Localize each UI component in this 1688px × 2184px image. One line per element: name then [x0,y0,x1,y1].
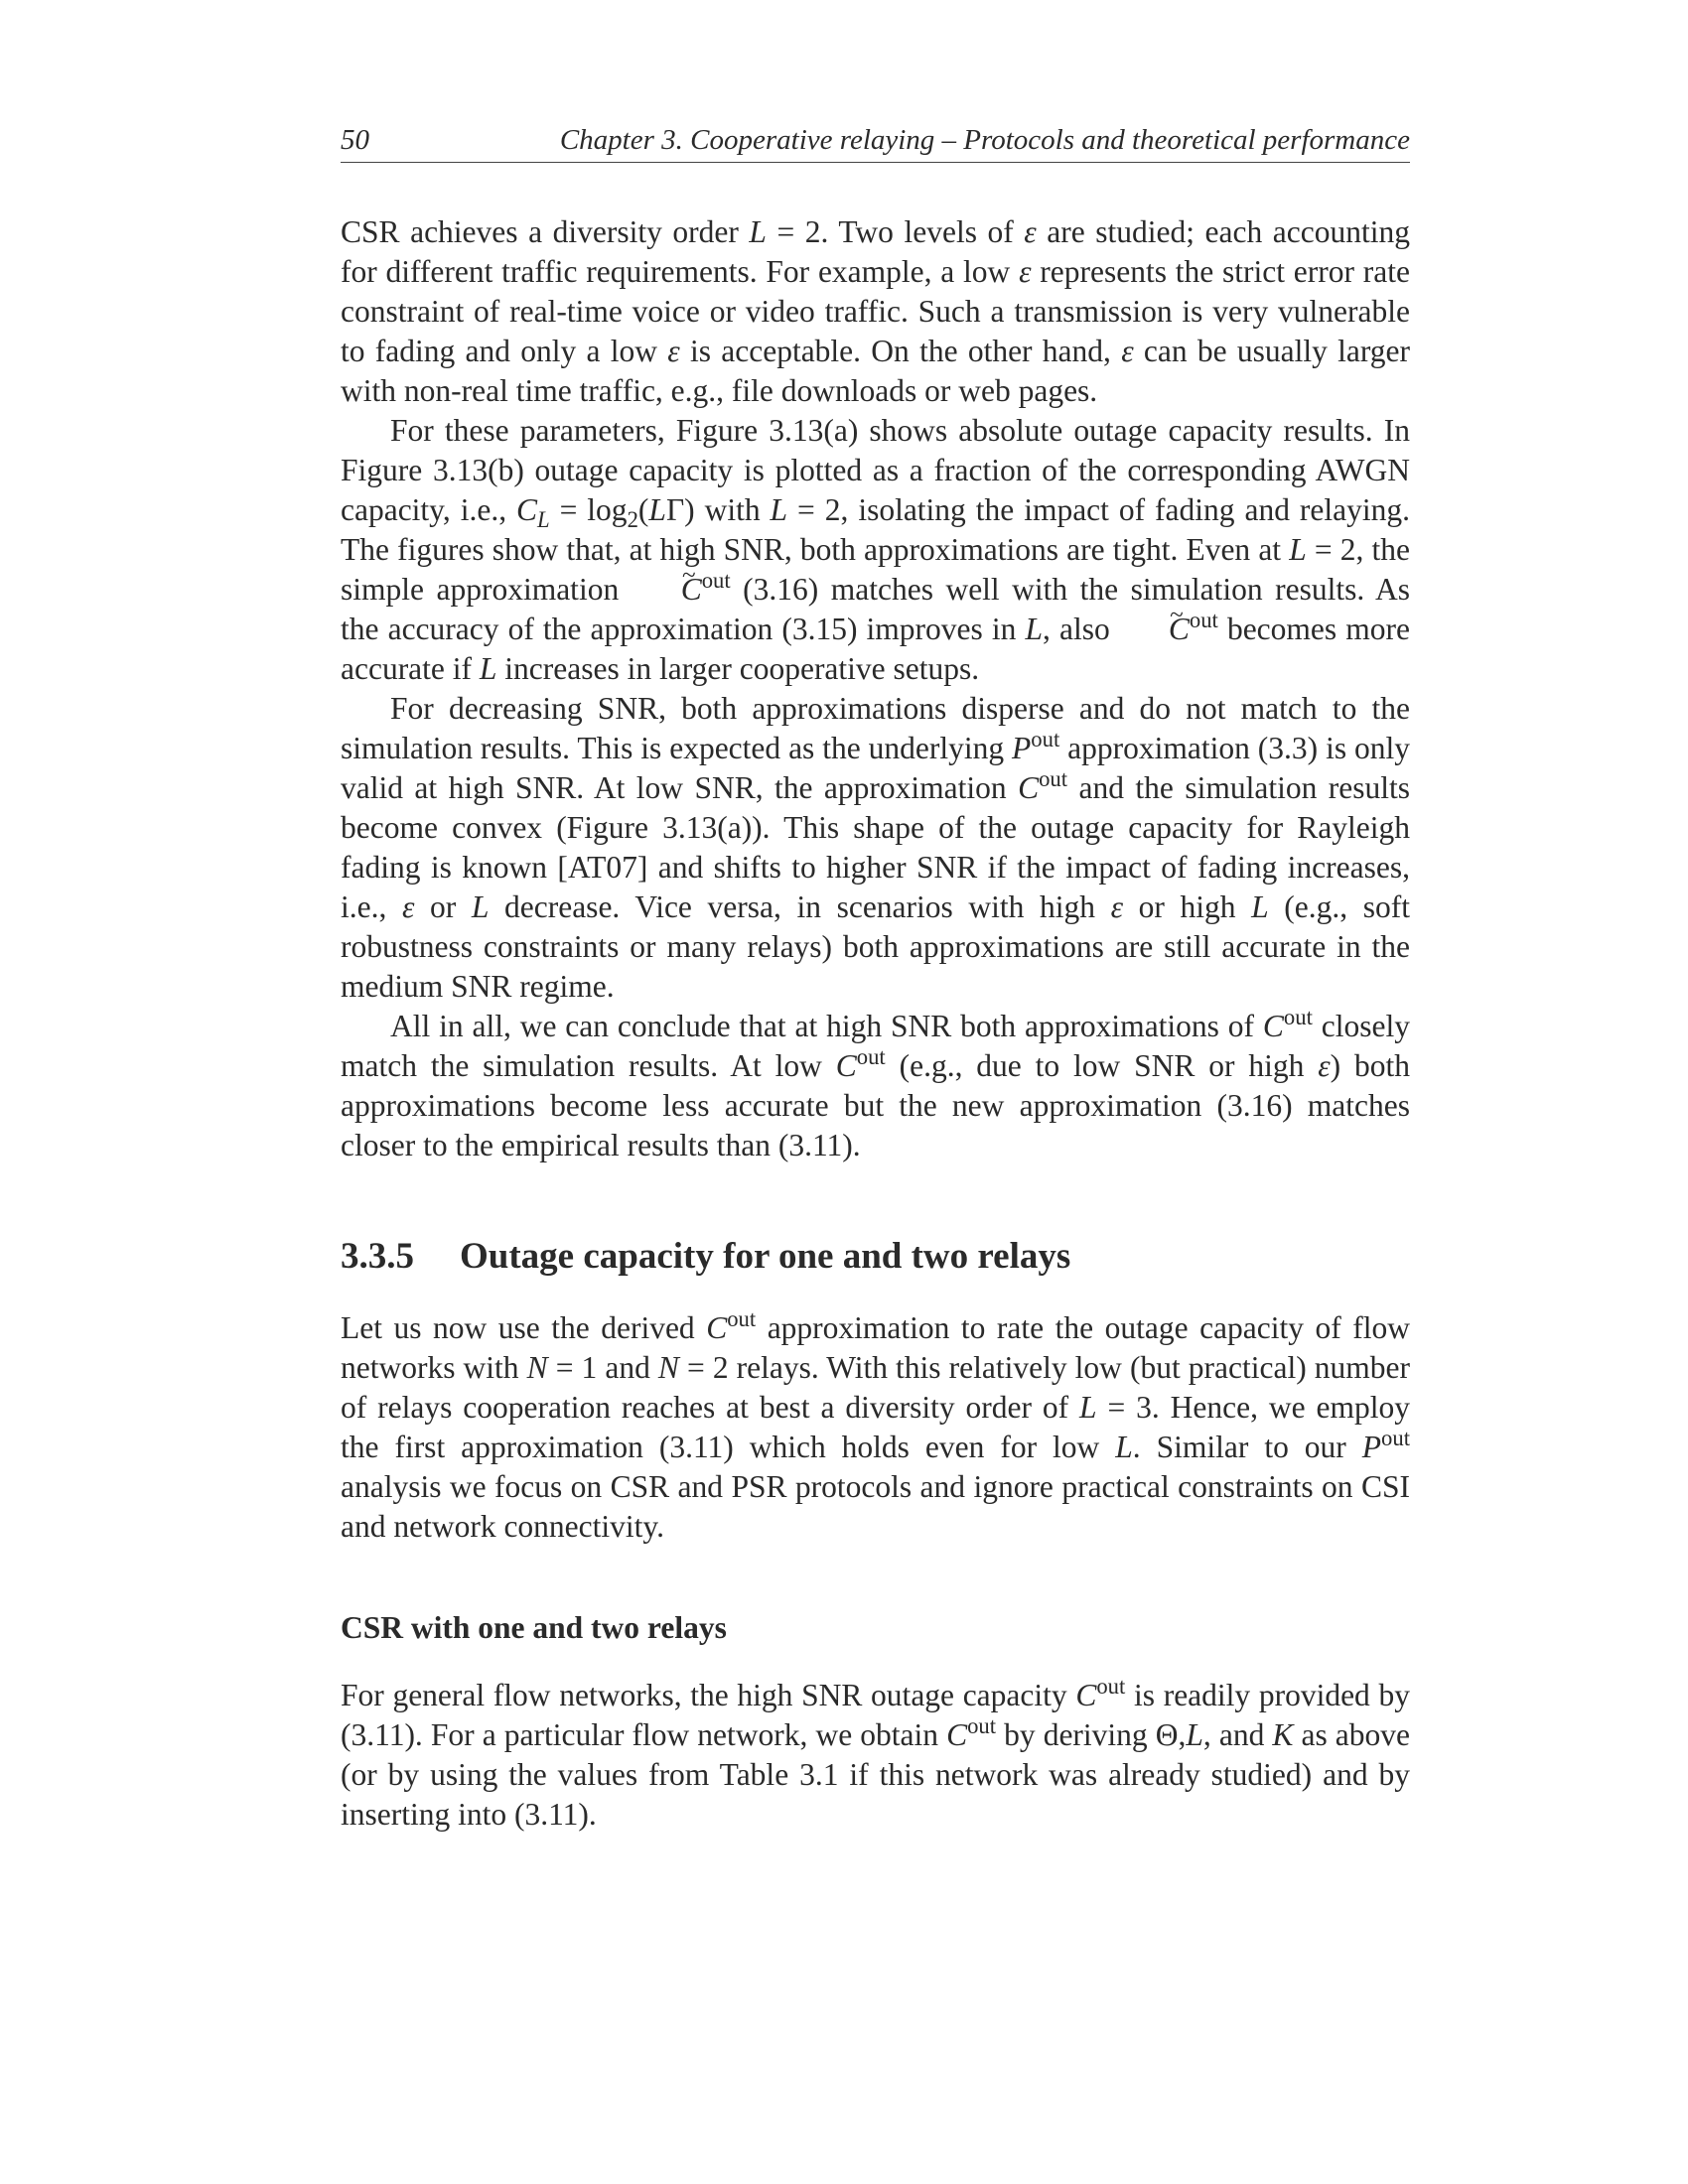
text-run: decrease. Vice versa, in scenarios with high [489,889,1111,924]
page [341,123,1410,1835]
math-var: N [526,1350,548,1385]
math-var: C [1075,1678,1097,1712]
section-number: 3.3.5 [341,1236,414,1277]
math-superscript: out [967,1712,997,1738]
math-var: ε [1121,334,1134,368]
text-run: are studied; each accounting for different traffic requirements. For example, a low [341,214,1410,289]
paragraph-4 [341,1004,1410,1165]
text-run: (e.g., soft robustness constraints or many relays) both approximations are still accurate in the medium SNR regime. [341,889,1411,1004]
text-run: For decreasing SNR, both approximations disperse and do not match to the simulation results. This is expected as the underlying [341,691,1410,765]
math-subscript: L [537,506,550,532]
text-run: , also [1043,612,1119,646]
math-var: ε [1110,889,1124,924]
math-var: L [1079,1390,1097,1425]
math-superscript: out [1096,1673,1126,1699]
text-run: becomes more accurate if [341,612,1410,686]
math-superscript: out [1039,765,1068,791]
text-run: All in all, we can conclude that at high SNR both approximations of [390,1009,1263,1043]
math-var: L [749,214,767,249]
math-var: P [1361,1430,1382,1464]
section-body [341,1305,1410,1547]
text-run: . Similar to our [1132,1430,1362,1464]
text-run: analysis we focus on CSR and PSR protocols and ignore practical constraints on CSI and network connectivity. [341,1469,1410,1544]
text-run: = 2, isolating the impact of fading and relaying. The figures show that, at high SNR, both approximations are tight. Even at [341,492,1410,567]
text-run: represents the strict error rate constraint of real-time voice or video traffic. Such a transmission is very vulnerable to fading and only a low [341,254,1410,368]
math-var: C [946,1717,968,1752]
math-superscript: out [701,567,731,593]
text-run: (3.16) matches well with the simulation results. As the accuracy of the approximation (3.15) improves in [341,572,1410,646]
math-var: ε [401,889,415,924]
text-run: Let us now use the derived [341,1310,707,1345]
text-run: For general flow networks, the high SNR outage capacity [341,1678,1076,1712]
math-var: P [1012,731,1032,765]
math-superscript: out [1283,1004,1313,1029]
paragraph-1 [341,212,1410,411]
text-run: ) both approximations become less accurate but the new approximation (3.16) matches closer to the empirical results than (3.11). [341,1048,1410,1162]
text-run: approximation (3.3) is only valid at high SNR. At low SNR, the approximation [341,731,1410,805]
text-run: increases in larger cooperative setups. [496,651,980,686]
subsection-heading: CSR with one and two relays [341,1610,727,1645]
math-var: C [1262,1009,1284,1043]
paragraph-5 [341,1305,1410,1547]
math-subscript: 2 [627,506,638,532]
math-superscript: out [1189,607,1218,632]
text-run: = log [549,492,628,527]
math-var: L [1115,1430,1133,1464]
text-run: = 2. Two levels of [766,214,1025,249]
math-var: L [770,492,788,527]
math-var: L [471,889,490,924]
text-run: or high [1123,889,1252,924]
math-var: L [1025,612,1044,646]
section-heading [341,1235,1410,1279]
math-var: C [516,492,538,527]
math-var: L [1186,1717,1203,1752]
text-run: can be usually larger with non-real time traffic, e.g., file downloads or web pages. [341,334,1410,408]
text-run: and the simulation results become convex (Figure 3.13(a)). This shape of the outage capacity for Rayleigh fading is known [AT07] and shifts to higher SNR if the impact of fading increases, i.e., [341,770,1410,924]
math-var: L [1289,532,1307,567]
section-title: Outage capacity for one and two relays [460,1236,1071,1277]
text-run: by deriving Θ, [996,1717,1187,1752]
math-var: C [706,1310,728,1345]
math-var: ε [1024,214,1037,249]
math-var: L [479,651,497,686]
math-var: L [1251,889,1269,924]
body-text [341,212,1410,1165]
math-var: C [835,1048,857,1083]
math-var-tilde: ~ C [1119,610,1190,649]
math-superscript: out [1031,726,1060,751]
running-header [341,123,1410,163]
text-run: as above (or by using the values from Table 3.1 if this network was already studied) and by inserting into (3.11). [341,1717,1411,1832]
math-superscript: out [1381,1425,1410,1450]
text-run: = 2 relays. With this relatively low (but practical) number of relays cooperation reaches at best a diversity order of [341,1350,1410,1425]
text-run: For these parameters, Figure 3.13(a) shows absolute outage capacity results. In Figure 3.13(b) outage capacity is plotted as a fraction of the corresponding AWGN capacity, i.e., [341,413,1410,527]
paragraph-2 [341,411,1410,689]
math-var: C [1018,770,1040,805]
math-var: ε [667,334,680,368]
text-run: (e.g., due to low SNR or high [885,1048,1319,1083]
math-var: ε [1019,254,1032,289]
math-superscript: out [727,1305,757,1331]
math-var: L [648,492,666,527]
text-run: approximation to rate the outage capacity of flow networks with [341,1310,1410,1385]
math-var: N [657,1350,679,1385]
text-run: is acceptable. On the other hand, [679,334,1122,368]
paragraph-6 [341,1673,1411,1835]
subsection-body [341,1673,1411,1835]
math-var-tilde: ~ C [632,570,702,610]
text-run: , and [1202,1717,1273,1752]
text-run: or [414,889,472,924]
math-var: ε [1318,1048,1331,1083]
paragraph-3 [341,689,1410,1007]
math-superscript: out [856,1043,886,1069]
text-run: = 2, the simple approximation [341,532,1410,607]
text-run: = 3. Hence, we employ the first approximation (3.11) which holds even for low [341,1390,1410,1464]
text-run: closely match the simulation results. At low [341,1009,1410,1083]
math-var: K [1272,1717,1294,1752]
text-run: = 1 and [547,1350,658,1385]
text-run: ( [637,492,649,527]
page-number: 50 [341,124,369,156]
text-run: CSR achieves a diversity order [341,214,750,249]
text-run: is readily provided by (3.11). For a particular flow network, we obtain [341,1678,1410,1752]
text-run: Γ) with [665,492,771,527]
running-title: Chapter 3. Cooperative relaying – Protocols and theoretical performance [559,124,1410,156]
